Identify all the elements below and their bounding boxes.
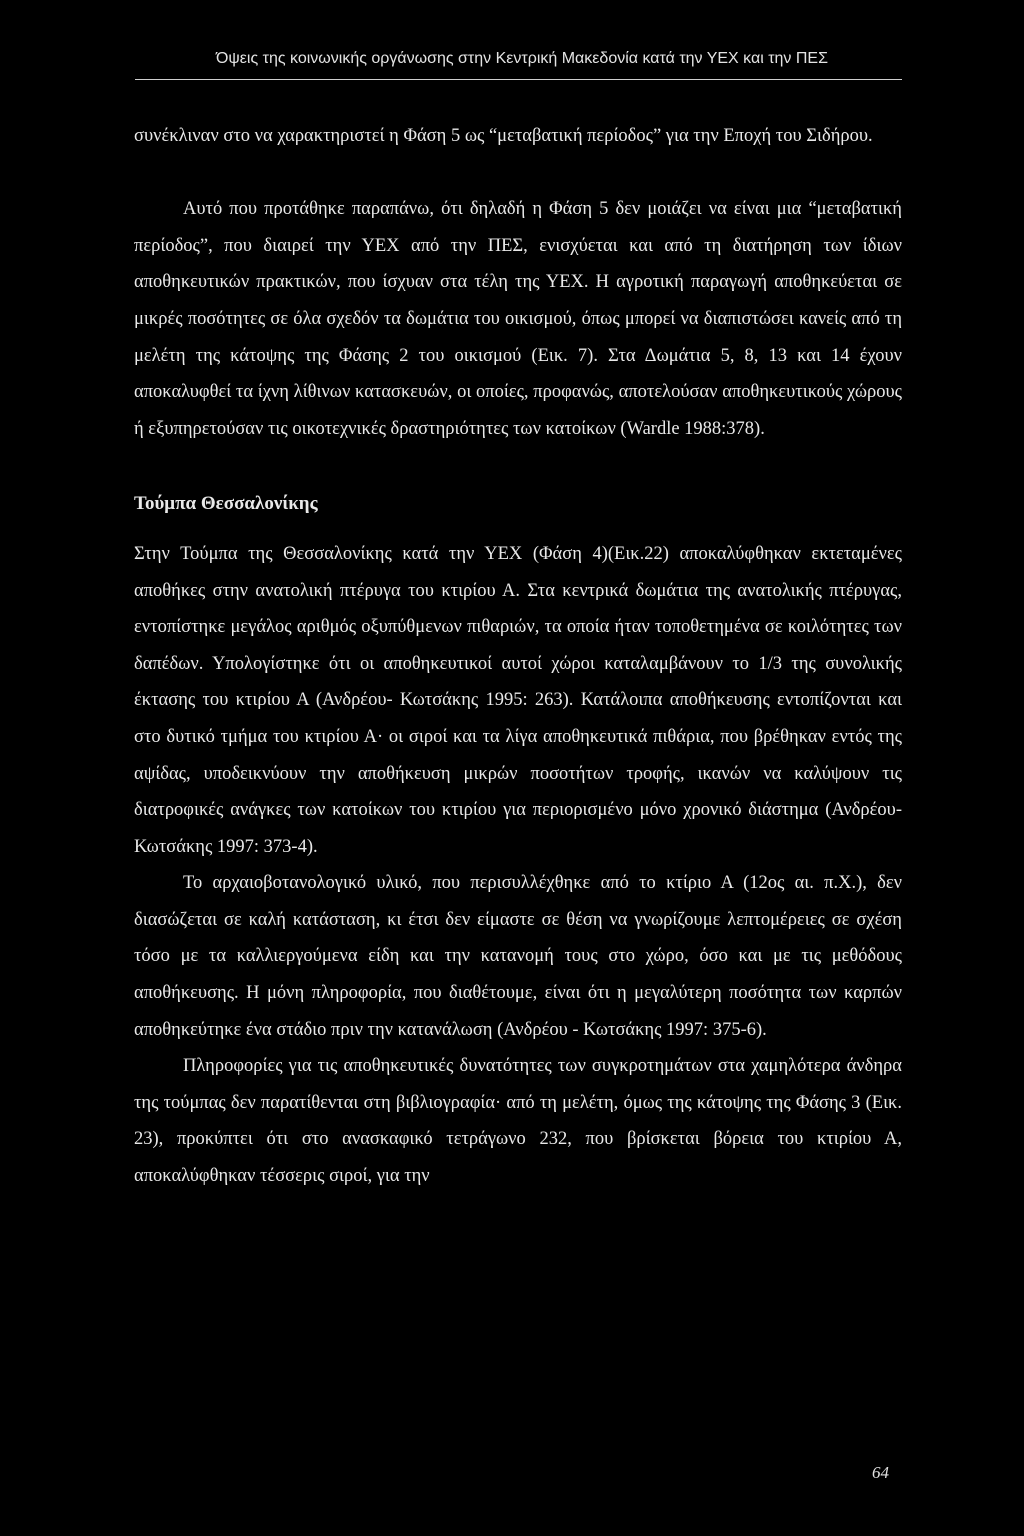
paragraph-lower-terraces: Πληροφορίες για τις αποθηκευτικές δυνατότητες των συγκροτημάτων στα χαμηλότερα άνδηρα της τούμπας δεν παρατίθενται στη βιβλιογραφία· από τη μελέτη, όμως της κάτοψης της Φάσης 3 (Εικ. 23), προκύπτει ότι στο ανασκαφικό τετράγωνο 232, που βρίσκεται βόρεια του κτιρίου Α, αποκαλύφθηκαν τέσσερις σιροί, για την (134, 1056, 902, 1187)
page-number: 64 (872, 1463, 889, 1482)
section-heading-toumba: Τούμπα Θεσσαλονίκης (134, 492, 318, 514)
paragraph-toumba-storage: Στην Τούμπα της Θεσσαλονίκης κατά την ΥΕΧ (Φάση 4)(Εικ.22) αποκαλύφθηκαν εκτεταμένες αποθήκες στην ανατολική πτέρυγα του κτιρίου Α. Στα κεντρικά δωμάτια της ανατολικής πτέρυγας, εντοπίστηκε μεγάλος αριθμός οξυπύθμενων πιθαριών, τα οποία ήταν τοποθετημένα σε κοιλότητες των δαπέδων. Υπολογίστηκε ότι οι αποθηκευτικοί αυτοί χώροι καταλαμβάνουν το 1/3 της συνολικής έκτασης του κτιρίου Α (Ανδρέου- Κωτσάκης 1995: 263). Κατάλοιπα αποθήκευσης εντοπίζονται και στο δυτικό τμήμα του κτιρίου Α· οι σιροί και τα λίγα αποθηκευτικά πιθάρια, που βρέθηκαν εντός της αψίδας, υποδεικνύουν την αποθήκευση μικρών ποσοτήτων τροφής, ικανών να καλύψουν τις διατροφικές ανάγκες των κατοίκων του κτιρίου για περιορισμένο μόνο χρονικό διάστημα (Ανδρέου- Κωτσάκης 1997: 373-4). (134, 543, 902, 857)
header-rule (135, 79, 902, 80)
paragraph-archaeobotanical: Το αρχαιοβοτανολογικό υλικό, που περισυλλέχθηκε από το κτίριο Α (12ος αι. π.Χ.), δεν διασώζεται σε καλή κατάσταση, κι έτσι δεν είμαστε σε θέση να γνωρίζουμε λεπτομέρειες σε σχέση τόσο με τα καλλιεργούμενα είδη και την κατανομή τους στο χώρο, όσο και με τις μεθόδους αποθήκευσης. Η μόνη πληροφορία, που διαθέτουμε, είναι ότι η μεγαλύτερη ποσότητα των καρπών αποθηκεύτηκε ένα στάδιο πριν την κατανάλωση (Ανδρέου - Κωτσάκης 1997: 375-6). (134, 873, 902, 1040)
paragraph-continuation: συνέκλιναν στο να χαρακτηριστεί η Φάση 5 ως “μεταβατική περίοδος” για την Εποχή του Σιδήρου. (134, 126, 873, 146)
running-header: Όψεις της κοινωνικής οργάνωσης στην Κεντρική Μακεδονία κατά την ΥΕΧ και την ΠΕΣ (216, 50, 828, 67)
paragraph-storage-practices: Αυτό που προτάθηκε παραπάνω, ότι δηλαδή η Φάση 5 δεν μοιάζει να είναι μια “μεταβατική περίοδος”, που διαιρεί την ΥΕΧ από την ΠΕΣ, ενισχύεται και από τη διατήρηση των ίδιων αποθηκευτικών πρακτικών, που ίσχυαν στα τέλη της ΥΕΧ. Η αγροτική παραγωγή αποθηκεύεται σε μικρές ποσότητες σε όλα σχεδόν τα δωμάτια του οικισμού, όπως μπορεί να διαπιστώσει κανείς από τη μελέτη της κάτοψης της Φάσης 2 του οικισμού (Εικ. 7). Στα Δωμάτια 5, 8, 13 και 14 έχουν αποκαλυφθεί τα ίχνη λίθινων κατασκευών, οι οποίες, προφανώς, αποτελούσαν αποθηκευτικούς χώρους ή εξυπηρετούσαν τις οικοτεχνικές δραστηριότητες των κατοίκων (Wardle 1988:378). (134, 199, 902, 439)
body-text (134, 118, 902, 1195)
